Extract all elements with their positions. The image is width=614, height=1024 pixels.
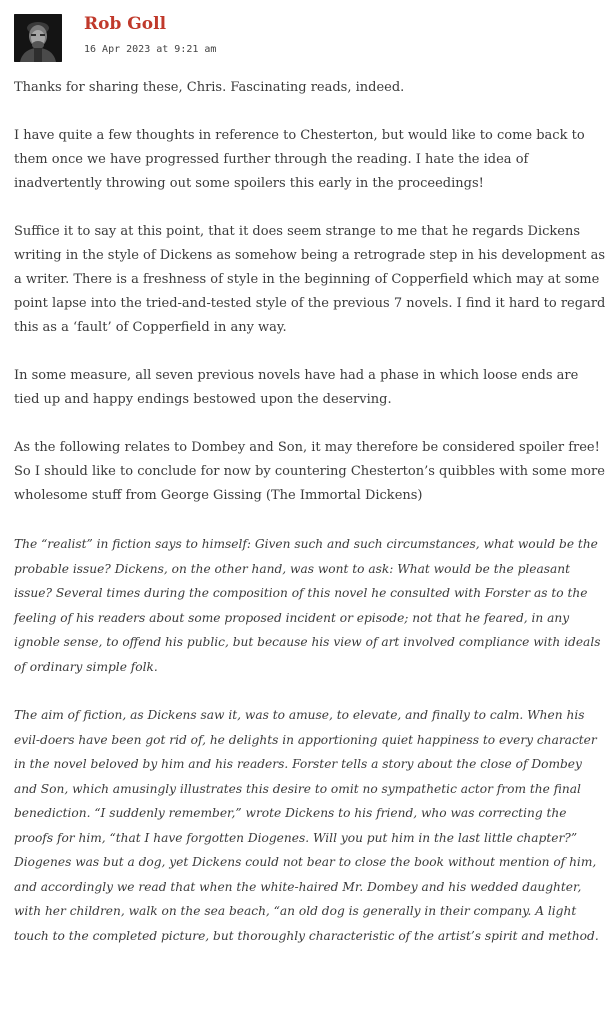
comment-date[interactable]: 16 Apr 2023 at 9:21 am [84,44,217,55]
avatar-portrait-icon [14,14,62,62]
author-name[interactable]: Rob Goll [84,14,167,34]
quoted-paragraph: The “realist” in fiction says to himself: Given such and such circumstances, what would be the probable issue? Dickens, on the other hand, was wont to ask: What would be the pleasant issue? Several times during the composition of this novel he consulted with Forster as to the feeling of his readers about some proposed incident or episode; not that he feared, in any ignoble sense, to offend his public, but because his view of art involved compliance with ideals of ordinary simple folk. [14,537,601,674]
comment-paragraph: Thanks for sharing these, Chris. Fascinating reads, indeed. [14,80,405,95]
quoted-paragraph: The aim of fiction, as Dickens saw it, was to amuse, to elevate, and finally to calm. When his evil-doers have been got rid of, he delights in apportioning quiet happiness to every character in the novel beloved by him and his readers. Forster tells a story about the close of Dombey and Son, which amusingly illustrates this desire to omit no sympathetic actor from the final benediction. “I suddenly remember,” wrote Dickens to his friend, who was correcting the proofs for him, “that I have forgotten Diogenes. Will you put him in the last little chapter?” Diogenes was but a dog, yet Dickens could not bear to close the book without mention of him, and accordingly we read that when the white-haired Mr. Dombey and his wedded daughter, with her children, walk on the sea beach, “an old dog is generally in their company. A light touch to the completed picture, but thoroughly characteristic of the artist’s spirit and method. [14,708,599,943]
comment-paragraph: Suffice it to say at this point, that it does seem strange to me that he regards Dickens writing in the style of Dickens as somehow being a retrograde step in his development as a writer. There is a freshness of style in the beginning of Copperfield which may at some point lapse into the tried-and-tested style of the previous 7 novels. I find it hard to regard this as a ‘fault’ of Copperfield in any way. [14,224,606,335]
comment-paragraph: In some measure, all seven previous novels have had a phase in which loose ends are tied up and happy endings bestowed upon the deserving. [14,368,579,407]
comment-body [14,76,606,948]
comment-paragraph: As the following relates to Dombey and Son, it may therefore be considered spoiler free! So I should like to conclude for now by countering Chesterton’s quibbles with some more wholesome stuff from George Gissing (The Immortal Dickens) [14,440,605,503]
comment-header [14,0,606,76]
comment-paragraph: I have quite a few thoughts in reference to Chesterton, but would like to come back to them once we have progressed further through the reading. I hate the idea of inadvertently throwing out some spoilers this early in the proceedings! [14,128,585,191]
user-avatar-icon[interactable] [14,14,62,62]
